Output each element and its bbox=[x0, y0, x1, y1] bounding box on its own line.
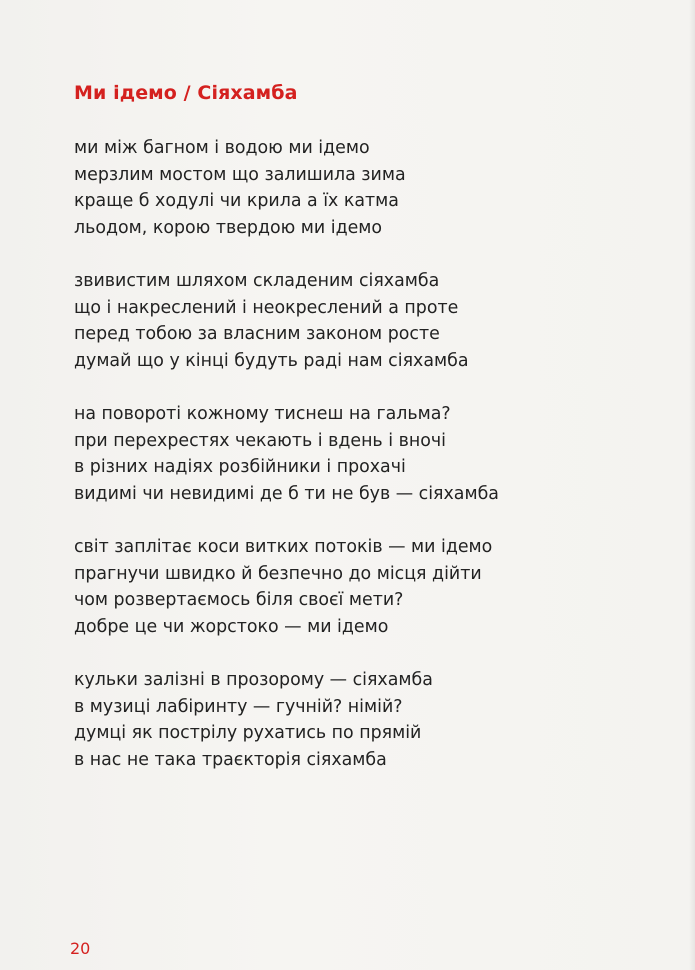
poem-line: світ заплітає коси витких потоків — ми ідемо bbox=[74, 537, 493, 557]
poem-line: думці як пострілу рухатись по прямій bbox=[74, 723, 422, 743]
poem-line: добре це чи жорстоко — ми ідемо bbox=[74, 616, 389, 637]
poem-line: кульки залізні в прозорому — сіяхамба bbox=[74, 670, 433, 690]
poem-line: ми між багном і водою ми ідемо bbox=[74, 138, 370, 158]
poem-line: мерзлим мостом що залишила зима bbox=[74, 164, 406, 185]
poem-line: що і накреслений і неокреслений а проте bbox=[74, 297, 459, 318]
page-edge-shadow bbox=[689, 0, 695, 970]
page-number: 20 bbox=[70, 939, 91, 958]
poem-line: в нас не така траєкторія сіяхамба bbox=[74, 749, 387, 770]
stanza-5 bbox=[74, 667, 634, 773]
poem-body bbox=[74, 135, 634, 800]
poem-line: краще б ходулі чи крила а їх катма bbox=[74, 191, 399, 211]
poem-line: думай що у кінці будуть раді нам сіяхамба bbox=[74, 350, 469, 371]
poem-line: звивистим шляхом складеним сіяхамба bbox=[74, 271, 440, 291]
poem-line: в різних надіях розбійники і прохачі bbox=[74, 457, 406, 477]
poem-line: льодом, корою твердою ми ідемо bbox=[74, 217, 383, 238]
poem-line: чом розвертаємось біля своєї мети? bbox=[74, 590, 404, 610]
poem-line: при перехрестях чекають і вдень і вночі bbox=[74, 430, 446, 451]
stanza-4 bbox=[74, 534, 634, 640]
stanza-3 bbox=[74, 401, 634, 507]
poem-line: перед тобою за власним законом росте bbox=[74, 324, 440, 344]
poem-line: на повороті кожному тиснеш на гальма? bbox=[74, 404, 451, 424]
poem-line: прагнучи швидко й безпечно до місця дійти bbox=[74, 563, 482, 584]
poem-line: видимі чи невидимі де б ти не був — сіяхамба bbox=[74, 483, 499, 504]
poem-line: в музиці лабіринту — гучній? німій? bbox=[74, 696, 403, 717]
stanza-1 bbox=[74, 135, 634, 241]
poem-title: Ми ідемо / Сіяхамба bbox=[74, 82, 298, 104]
stanza-2 bbox=[74, 268, 634, 374]
